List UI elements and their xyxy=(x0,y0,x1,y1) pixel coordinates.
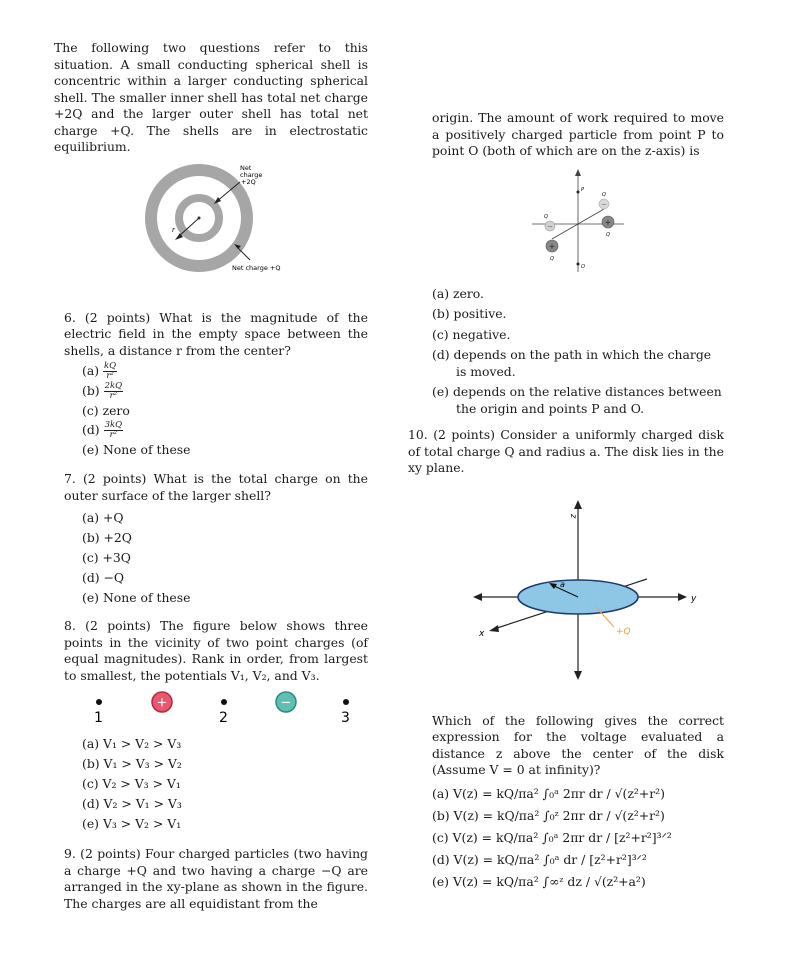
q6-option-d[interactable] xyxy=(82,420,368,440)
disk-charge-label: +Q xyxy=(616,626,631,637)
question-10-stem: 10. (2 points) Consider a uniformly charged disk of total charge Q and radius a. The disk lies in the xy plane. xyxy=(408,427,724,475)
concentric-shells-figure xyxy=(54,160,368,278)
q6-fraction-denominator: r² xyxy=(106,371,114,381)
point-2-dot xyxy=(221,699,227,705)
question-9-stem-left: 9. (2 points) Four charged particles (two having a charge +Q and two having a charge −Q are arranged in the xy-plane as shown in the figure. The charges are all equidistant from the xyxy=(64,846,368,911)
question-6-stem: 6. (2 points) What is the magnitude of the electric field in the empty space between the shells, a distance r from the center? xyxy=(64,309,368,358)
q6-option-e[interactable] xyxy=(82,440,368,459)
q9-option-e[interactable]: (e) depends on the relative distances between the origin and points P and O. xyxy=(432,384,722,416)
q6-option-b[interactable] xyxy=(82,381,368,401)
q6-fraction-denominator: r² xyxy=(109,391,118,401)
point-o-dot xyxy=(577,262,580,265)
q9-option-a[interactable]: (a) zero. xyxy=(432,285,484,301)
question-8-options xyxy=(54,734,368,834)
disk-x-label: x xyxy=(479,628,485,639)
question-10 xyxy=(408,427,724,893)
inner-charge-label: +2Q xyxy=(241,177,256,186)
q7-option-e[interactable]: (e) None of these xyxy=(82,590,191,605)
question-6 xyxy=(54,310,368,460)
point-charges-figure xyxy=(54,690,368,732)
q6-fraction-numerator: kQ xyxy=(104,361,117,371)
charge-q-label-2: Q xyxy=(550,255,554,262)
disk-y-arrow-right xyxy=(678,593,687,601)
positive-charge-sign: + xyxy=(156,695,168,711)
q9-option-c[interactable]: (c) negative. xyxy=(432,326,511,342)
q6-option-c[interactable] xyxy=(82,401,368,420)
question-7 xyxy=(54,471,368,608)
q8-option-e[interactable]: (e) V₃ > V₂ > V₁ xyxy=(82,816,182,831)
q10-option-d[interactable]: (d) V(z) = kQ/πa² ∫₀ᵃ dr / [z²+r²]³ᐟ² xyxy=(432,851,647,867)
charge-pos-front-sign: + xyxy=(548,241,556,251)
q7-option-d[interactable]: (d) −Q xyxy=(82,570,125,585)
q6-option-letter: (b) xyxy=(82,383,100,398)
charged-disk-figure xyxy=(432,497,724,687)
question-8-stem: 8. (2 points) The figure below shows three points in the vicinity of two point charges (of equal magnitudes). Rank in order, from largest to smallest, the potentials V₁, V₂, and V₃. xyxy=(64,618,368,683)
q9-option-b[interactable]: (b) positive. xyxy=(432,306,507,321)
disk-y-arrow-left xyxy=(473,593,482,601)
q6-option-letter: (c) xyxy=(82,403,99,418)
q6-fraction xyxy=(104,421,124,440)
question-10-options xyxy=(432,783,724,893)
q10-option-e[interactable]: (e) V(z) = kQ/πa² ∫∞ᶻ dz / √(z²+a²) xyxy=(432,873,646,889)
point-o-label: O xyxy=(581,263,585,270)
disk-z-arrow-bottom xyxy=(574,671,582,680)
q6-fraction-numerator: 2kQ xyxy=(104,381,123,391)
q10-option-a[interactable]: (a) V(z) = kQ/πa² ∫₀ᵃ 2πr dr / √(z²+r²) xyxy=(432,785,665,801)
q6-fraction xyxy=(103,362,117,381)
left-column xyxy=(54,40,368,912)
question-7-stem: 7. (2 points) What is the total charge on the outer surface of the larger shell? xyxy=(64,471,368,503)
disk-z-arrow-top xyxy=(574,500,582,509)
four-charges-figure xyxy=(432,164,724,274)
q8-option-b[interactable]: (b) V₁ > V₃ > V₂ xyxy=(82,756,182,771)
q7-option-a[interactable]: (a) +Q xyxy=(82,510,124,525)
q6-option-text: None of these xyxy=(102,442,191,457)
question-8 xyxy=(54,618,368,834)
point-1-label: 1 xyxy=(94,710,103,726)
charge-pos-right-sign: + xyxy=(604,217,612,227)
q7-option-c[interactable]: (c) +3Q xyxy=(82,550,131,565)
q10-option-b[interactable]: (b) V(z) = kQ/πa² ∫₀ᶻ 2πr dr / √(z²+r²) xyxy=(432,807,665,823)
q10-option-c[interactable]: (c) V(z) = kQ/πa² ∫₀ᵃ 2πr dr / [z²+r²]³ᐟ² xyxy=(432,829,672,845)
charge-q-label-3: Q xyxy=(602,191,606,198)
charge-q-label-1: Q xyxy=(544,213,548,220)
disk-x-arrow xyxy=(489,625,499,632)
q8-option-d[interactable]: (d) V₂ > V₁ > V₃ xyxy=(82,796,182,811)
point-p-dot xyxy=(577,190,580,193)
q7-option-b[interactable]: (b) +2Q xyxy=(82,530,132,545)
question-9-part-1 xyxy=(54,846,368,912)
q6-option-text: zero xyxy=(102,403,130,418)
negative-charge-sign: − xyxy=(280,695,292,711)
point-1-dot xyxy=(96,699,102,705)
charge-label: charge xyxy=(240,170,263,179)
q6-option-letter: (a) xyxy=(82,363,100,378)
q8-option-a[interactable]: (a) V₁ > V₂ > V₃ xyxy=(82,736,182,751)
z-axis-arrowhead xyxy=(575,169,581,176)
q6-option-letter: (d) xyxy=(82,422,100,437)
q9-option-d[interactable]: (d) depends on the path in which the charge is moved. xyxy=(432,347,712,379)
disk-z-label: z xyxy=(569,513,578,518)
question-6-options xyxy=(54,361,368,459)
charge-neg-left-sign: − xyxy=(547,222,553,230)
q8-option-c[interactable]: (c) V₂ > V₃ > V₁ xyxy=(82,776,181,791)
intro-paragraph: The following two questions refer to this situation. A small conducting spherical shell is concentric within a larger conducting spherical shell. The smaller inner shell has total net charge +2Q and the larger outer shell has total net charge +Q. The shells are in electrostatic equilibrium. xyxy=(54,40,368,154)
charge-q-label-4: Q xyxy=(606,231,610,238)
q6-fraction-numerator: 3kQ xyxy=(104,420,123,430)
q6-fraction xyxy=(104,382,124,401)
point-3-dot xyxy=(343,699,349,705)
question-7-options xyxy=(54,508,368,608)
point-3-label: 3 xyxy=(341,710,350,726)
question-9-options xyxy=(432,286,724,418)
question-10-question: Which of the following gives the correct expression for the voltage evaluated a distance z above the center of the disk (Assume V = 0 at infinity)? xyxy=(432,712,724,777)
point-p-label: P xyxy=(581,186,585,193)
question-9-stem-right: origin. The amount of work required to move a positively charged particle from point P to point O (both of which are on the z-axis) is xyxy=(432,110,724,158)
q6-fraction-denominator: r² xyxy=(109,430,118,440)
net-label: Net xyxy=(240,163,252,172)
outer-charge-label: Net charge +Q xyxy=(232,263,281,272)
q6-option-letter: (e) xyxy=(82,442,100,457)
right-column xyxy=(408,110,724,893)
q6-option-a[interactable] xyxy=(82,361,368,381)
charge-neg-back-sign: − xyxy=(601,200,607,208)
disk-radius-label: a xyxy=(560,579,565,589)
radius-label: r xyxy=(172,225,175,234)
disk-y-label: y xyxy=(691,593,697,604)
point-2-label: 2 xyxy=(219,710,228,726)
